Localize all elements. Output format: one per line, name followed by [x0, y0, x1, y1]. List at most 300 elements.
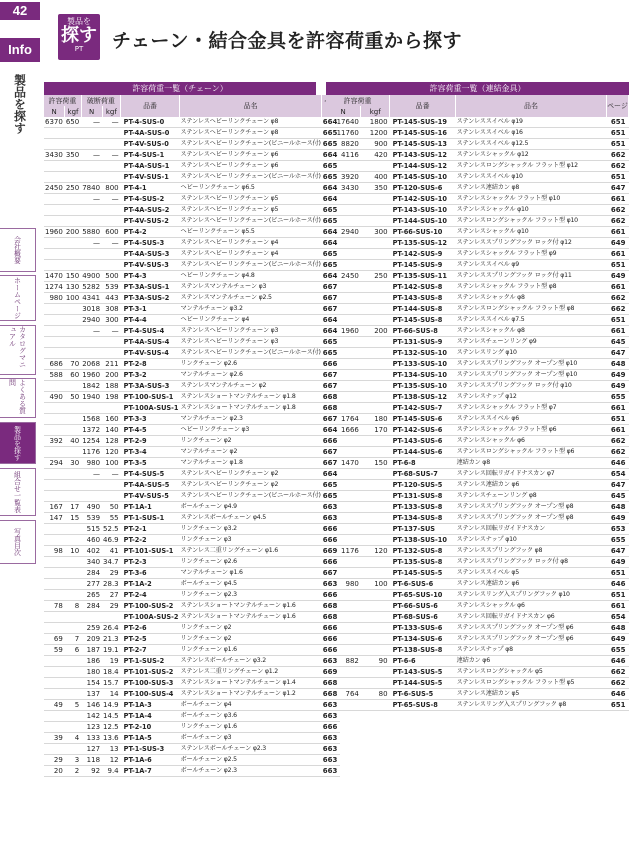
table-cell: ステンレスヘビーリンクチェーン(ビニールホース付) — [180, 139, 322, 150]
table-cell: 647 — [607, 480, 629, 491]
table-row — [44, 535, 340, 546]
table-cell[interactable]: PT-145-SUS-19 — [390, 117, 456, 128]
table-cell: ステンレスマンテルチェーン φ3 — [180, 282, 322, 293]
table-cell[interactable]: PT-133-SUS-6 — [390, 623, 456, 634]
table-cell[interactable]: PT-132-SUS-8 — [390, 546, 456, 557]
table-cell — [44, 469, 65, 480]
table-cell: ステンレスヘビーリンクチェーン φ6 — [180, 150, 322, 161]
table-cell — [326, 370, 361, 381]
table-cell[interactable]: PT-137-SUS — [390, 524, 456, 535]
table-cell: 1960 — [82, 371, 101, 379]
table-cell: 654 — [607, 469, 629, 480]
table-cell[interactable]: PT-66-SUS-10 — [390, 227, 456, 238]
table-cell: 連結カン φ8 — [456, 458, 607, 469]
table-row — [326, 139, 629, 150]
table-cell: 26.4 — [103, 624, 119, 632]
table-cell[interactable]: PT-2-10 — [121, 722, 180, 733]
table-row — [44, 359, 340, 370]
table-cell: ステンレススプリングフック ロック付 φ11 — [456, 271, 607, 282]
table-cell: 664 — [322, 183, 341, 194]
chain-load-table — [44, 82, 338, 777]
side-tab[interactable]: ホームページ — [0, 275, 36, 321]
table-cell: 140 — [102, 425, 121, 436]
table-cell: 14.9 — [103, 701, 119, 709]
table-cell: 1200 — [361, 128, 390, 139]
table-cell — [65, 337, 81, 348]
table-cell — [44, 557, 65, 568]
table-row — [44, 513, 340, 524]
table-cell[interactable]: PT-142-SUS-9 — [390, 249, 456, 260]
table-cell[interactable]: PT-66-SUS-6 — [390, 601, 456, 612]
table-cell: ヘビーリンクチェーン φ4.8 — [180, 271, 322, 282]
table-cell[interactable]: PT-134-SUS-6 — [390, 634, 456, 645]
table-cell[interactable]: PT-100-SUS-1 — [121, 392, 180, 403]
table-cell: 646 — [607, 689, 629, 700]
table-cell[interactable]: PT-3A-SUS-2 — [121, 293, 180, 304]
table-cell[interactable]: PT-100-SUS-3 — [121, 678, 180, 689]
table-cell — [326, 436, 361, 447]
table-cell: 29 — [102, 601, 121, 612]
table-cell[interactable]: PT-4-SUS-0 — [121, 117, 180, 128]
table-cell: 294 — [44, 458, 65, 469]
table-cell[interactable]: PT-132-SUS-10 — [390, 348, 456, 359]
table-cell — [361, 194, 390, 205]
table-cell — [65, 414, 81, 425]
table-cell: 665 — [322, 348, 341, 359]
table-cell[interactable]: PT-143-SUS-12 — [390, 150, 456, 161]
table-cell[interactable]: PT-142-SUS-8 — [390, 282, 456, 293]
table-cell: 78 — [44, 601, 65, 612]
table-cell: ステンレスチェーンリング φ8 — [456, 491, 607, 502]
table-cell[interactable]: PT-4-1 — [121, 183, 180, 194]
badge-line3: PT — [74, 45, 84, 53]
table-cell: 661 — [607, 249, 629, 260]
table-cell[interactable]: PT-138-SUS-8 — [390, 645, 456, 656]
table-cell[interactable]: PT-4-2 — [121, 227, 180, 238]
table-cell[interactable]: PT-2-1 — [121, 524, 180, 535]
table-row — [326, 392, 629, 403]
table-cell: — — [102, 194, 121, 205]
table-cell: 13 — [102, 744, 121, 755]
table-row — [326, 524, 629, 535]
table-cell: 98 — [44, 546, 65, 557]
table-cell: 651 — [607, 315, 629, 326]
table-row — [44, 546, 340, 557]
table-row — [44, 755, 340, 766]
table-cell: ステンレススイベル φ5 — [456, 568, 607, 579]
table-cell[interactable]: PT-143-SUS-8 — [390, 293, 456, 304]
table-row — [326, 414, 629, 425]
side-tab[interactable]: カタログマニュアル — [0, 325, 36, 375]
sub-n: N — [81, 106, 102, 117]
table-cell[interactable]: PT-100-SUS-4 — [121, 689, 180, 700]
table-cell: 651 — [607, 700, 629, 711]
table-cell — [326, 535, 361, 546]
table-cell[interactable]: PT-1A-1 — [121, 502, 180, 513]
table-cell[interactable]: PT-4-SUS-4 — [121, 326, 180, 337]
table-cell — [44, 590, 65, 601]
table-cell[interactable]: PT-3-3 — [121, 414, 180, 425]
table-cell[interactable]: PT-142-SUS-7 — [390, 403, 456, 414]
table-cell: 3430 — [45, 151, 63, 159]
table-cell[interactable]: PT-4-SUS-5 — [121, 469, 180, 480]
table-cell[interactable]: PT-4-SUS-1 — [121, 150, 180, 161]
table-row — [44, 392, 340, 403]
table-cell: 187 — [81, 645, 102, 656]
table-cell: 2450 — [326, 271, 361, 282]
table-cell: ステンレス回転リガイドナスカン — [456, 524, 607, 535]
table-cell: 664 — [322, 117, 341, 128]
table-cell: 2068 — [82, 360, 101, 368]
table-cell — [102, 128, 121, 139]
table-cell: 9.4 — [102, 766, 121, 777]
table-cell: ボールチェーン φ4.5 — [180, 579, 322, 590]
table-cell[interactable]: PT-65-SUS-10 — [390, 590, 456, 601]
table-cell: 69 — [44, 634, 65, 645]
table-cell[interactable]: PT-135-SUS-10 — [390, 381, 456, 392]
table-row — [44, 403, 340, 414]
table-cell[interactable]: PT-4-SUS-2 — [121, 194, 180, 205]
table-cell: 661 — [607, 425, 629, 436]
table-cell[interactable]: PT-1A-6 — [121, 755, 180, 766]
table-cell[interactable]: PT-4A-SUS-3 — [121, 249, 180, 260]
table-cell[interactable]: PT-143-SUS-6 — [390, 436, 456, 447]
badge-line2: 探す — [61, 25, 97, 46]
table-cell: 12.5 — [103, 723, 119, 731]
table-cell: ステンレスロングシャックル φ5 — [456, 667, 607, 678]
table-cell[interactable]: PT-138-SUS-10 — [390, 535, 456, 546]
table-cell — [326, 645, 361, 656]
table-cell: リンクチェーン φ2.3 — [180, 590, 322, 601]
table-row — [44, 623, 340, 634]
table-cell[interactable]: PT-3-6 — [121, 568, 180, 579]
col-product-name: 品名 — [180, 95, 322, 117]
table-cell[interactable]: PT-142-SUS-6 — [390, 425, 456, 436]
table-cell[interactable]: PT-2-8 — [121, 359, 180, 370]
table-cell[interactable]: PT-100A-SUS-2 — [121, 612, 180, 623]
table-cell: 649 — [607, 557, 629, 568]
table-cell: 649 — [607, 381, 629, 392]
side-tab[interactable]: よくある質問 — [0, 378, 36, 418]
table-cell: 150 — [361, 458, 390, 469]
table-cell: リンクチェーン φ2 — [180, 634, 322, 645]
table-cell: 1254 — [82, 437, 101, 445]
table-cell — [65, 128, 81, 139]
table-cell[interactable]: PT-2-3 — [121, 557, 180, 568]
table-cell[interactable]: PT-1-SUS-2 — [121, 656, 180, 667]
table-cell: 661 — [607, 601, 629, 612]
table-cell[interactable]: PT-135-SUS-8 — [390, 557, 456, 568]
table-cell[interactable]: PT-144-SUS-5 — [390, 678, 456, 689]
table-cell[interactable]: PT-6-SUS-6 — [390, 579, 456, 590]
table-cell: 29 — [102, 568, 121, 579]
table-cell[interactable]: PT-145-SUS-8 — [390, 315, 456, 326]
table-cell: ステンレスシャックル フラット型 φ6 — [456, 425, 607, 436]
table-cell[interactable]: PT-145-SUS-5 — [390, 568, 456, 579]
table-cell: ステンレススプリングフック オープン型 φ8 — [456, 513, 607, 524]
table-cell — [102, 348, 121, 359]
table-cell[interactable]: PT-4V-SUS-3 — [121, 260, 180, 271]
col-page: ページ — [607, 95, 629, 117]
table-cell[interactable]: PT-4A-SUS-2 — [121, 205, 180, 216]
table-cell: 661 — [607, 403, 629, 414]
table-cell — [361, 381, 390, 392]
table-cell[interactable]: PT-2-6 — [121, 623, 180, 634]
table-cell: 662 — [607, 447, 629, 458]
table-cell: ステンレスロングシャックル フラット型 φ6 — [456, 447, 607, 458]
table-cell[interactable]: PT-4A-SUS-5 — [121, 480, 180, 491]
table-cell[interactable]: PT-3-5 — [121, 458, 180, 469]
table-cell: ステンレスシャックル φ10 — [456, 205, 607, 216]
table-cell[interactable]: PT-4V-SUS-5 — [121, 491, 180, 502]
table-cell[interactable]: PT-1-SUS-1 — [121, 513, 180, 524]
table-cell — [361, 392, 390, 403]
table-row — [44, 183, 340, 194]
table-cell: 200 — [102, 370, 121, 381]
table-cell: ステンレスヘビーリンクチェーン φ4 — [180, 238, 322, 249]
table-cell: 50 — [65, 392, 81, 403]
table-row — [44, 238, 340, 249]
table-cell — [361, 502, 390, 513]
table-cell — [361, 205, 390, 216]
table-cell — [102, 161, 121, 172]
table-cell[interactable]: PT-134-SUS-8 — [390, 513, 456, 524]
table-cell: 653 — [607, 524, 629, 535]
table-cell[interactable]: PT-6-8 — [390, 458, 456, 469]
table-cell: 663 — [322, 656, 341, 667]
table-row — [326, 282, 629, 293]
table-cell: ステンレスショートマンテルチェーン φ1.8 — [180, 392, 322, 403]
table-cell: 655 — [607, 645, 629, 656]
table-cell[interactable]: PT-2-5 — [121, 634, 180, 645]
table-cell[interactable]: PT-131-SUS-8 — [390, 491, 456, 502]
table-cell[interactable]: PT-6-6 — [390, 656, 456, 667]
table-cell[interactable]: PT-2-7 — [121, 645, 180, 656]
table-cell[interactable]: PT-1A-5 — [121, 733, 180, 744]
table-cell[interactable]: PT-66-SUS-8 — [390, 326, 456, 337]
table-cell — [81, 612, 102, 623]
table-row — [326, 370, 629, 381]
table-cell[interactable]: PT-68-SUS-7 — [390, 469, 456, 480]
table-cell[interactable]: PT-2-9 — [121, 436, 180, 447]
table-cell[interactable]: PT-1A-2 — [121, 579, 180, 590]
table-cell[interactable]: PT-4A-SUS-0 — [121, 128, 180, 139]
table-cell: 663 — [322, 711, 341, 722]
table-row — [326, 436, 629, 447]
side-tab[interactable]: 会社概要 — [0, 228, 36, 272]
table-cell: リンクチェーン φ2.6 — [180, 557, 322, 568]
table-cell: 170 — [361, 425, 390, 436]
table-cell: — — [102, 469, 121, 480]
table-row — [44, 700, 340, 711]
table-row — [44, 469, 340, 480]
side-tab[interactable]: 組合せ一覧表 — [0, 468, 36, 516]
table-cell: 92 — [81, 766, 102, 777]
table-cell — [102, 205, 121, 216]
table-cell[interactable]: PT-142-SUS-10 — [390, 194, 456, 205]
table-cell[interactable]: PT-4V-SUS-0 — [121, 139, 180, 150]
table-cell — [326, 260, 361, 271]
table-cell: ステンレスシャックル フラット型 φ9 — [456, 249, 607, 260]
table-cell[interactable]: PT-144-SUS-6 — [390, 447, 456, 458]
table-cell: 1666 — [326, 425, 361, 436]
table-row — [44, 304, 340, 315]
table-cell: 663 — [322, 579, 341, 590]
table-row — [326, 502, 629, 513]
table-cell[interactable]: PT-4V-SUS-2 — [121, 216, 180, 227]
table-cell — [44, 678, 65, 689]
table-row — [326, 513, 629, 524]
table-cell[interactable]: PT-100A-SUS-1 — [121, 403, 180, 414]
table-cell — [81, 403, 102, 414]
table-cell[interactable]: PT-101-SUS-1 — [121, 546, 180, 557]
table-cell: ステンレス連結カン φ6 — [456, 579, 607, 590]
table-cell: 667 — [322, 370, 341, 381]
table-cell[interactable]: PT-4-3 — [121, 271, 180, 282]
table-row — [326, 238, 629, 249]
table-cell[interactable]: PT-3-2 — [121, 370, 180, 381]
table-cell[interactable]: PT-131-SUS-9 — [390, 337, 456, 348]
table-cell — [44, 425, 65, 436]
table-cell[interactable]: PT-4V-SUS-1 — [121, 172, 180, 183]
info-tab[interactable]: Info — [0, 38, 40, 62]
table-cell: 34.7 — [103, 558, 119, 566]
table-row — [44, 678, 340, 689]
table-cell — [361, 304, 390, 315]
table-cell: ステンレスヘビーリンクチェーン φ2 — [180, 469, 322, 480]
table-cell: 284 — [81, 568, 102, 579]
table-cell — [44, 403, 65, 414]
table-cell: 4 — [65, 733, 81, 744]
table-cell[interactable]: PT-145-SUS-9 — [390, 260, 456, 271]
table-cell[interactable]: PT-145-SUS-10 — [390, 172, 456, 183]
table-cell[interactable]: PT-4-SUS-3 — [121, 238, 180, 249]
table-cell: 1960 — [326, 326, 361, 337]
table-row — [326, 348, 629, 359]
table-cell[interactable]: PT-145-SUS-6 — [390, 414, 456, 425]
table-cell[interactable]: PT-65-SUS-8 — [390, 700, 456, 711]
table-cell[interactable]: PT-2-4 — [121, 590, 180, 601]
table-cell — [81, 172, 102, 183]
table-cell: 647 — [607, 183, 629, 194]
table-row — [326, 172, 629, 183]
table-cell: 665 — [322, 491, 341, 502]
table-cell: 663 — [322, 766, 341, 777]
table-cell: 665 — [322, 337, 341, 348]
table-cell — [44, 722, 65, 733]
table-cell[interactable]: PT-1A-3 — [121, 700, 180, 711]
sub-kgf: kgf — [102, 106, 121, 117]
table-cell[interactable]: PT-144-SUS-10 — [390, 216, 456, 227]
table-row — [44, 711, 340, 722]
table-cell — [361, 491, 390, 502]
table-row — [326, 612, 629, 623]
table-cell: 11760 — [326, 128, 361, 139]
table-cell: — — [81, 150, 102, 161]
table-cell — [81, 480, 102, 491]
table-cell[interactable]: PT-133-SUS-10 — [390, 359, 456, 370]
table-cell[interactable]: PT-144-SUS-8 — [390, 304, 456, 315]
table-cell[interactable]: PT-120-SUS-6 — [390, 183, 456, 194]
table-cell — [326, 568, 361, 579]
section-badge — [58, 14, 100, 60]
table-cell[interactable]: PT-135-SUS-11 — [390, 271, 456, 282]
table-row — [326, 601, 629, 612]
table-cell: 651 — [607, 568, 629, 579]
table-cell[interactable]: PT-138-SUS-12 — [390, 392, 456, 403]
table-cell[interactable]: PT-134-SUS-10 — [390, 370, 456, 381]
table-cell: 668 — [322, 612, 341, 623]
page-title: チェーン・結合金具を許容荷重から探す — [112, 30, 463, 52]
table-cell: 650 — [65, 118, 80, 126]
table-cell: 284 — [81, 601, 102, 612]
table-cell: 1960 — [45, 228, 63, 236]
table-cell[interactable]: PT-4-5 — [121, 425, 180, 436]
table-cell: 651 — [607, 172, 629, 183]
table-cell[interactable]: PT-68-SUS-6 — [390, 612, 456, 623]
table-cell — [326, 557, 361, 568]
table-cell[interactable]: PT-4A-SUS-1 — [121, 161, 180, 172]
table-cell: リンクチェーン φ1.6 — [180, 645, 322, 656]
table-cell[interactable]: PT-145-SUS-16 — [390, 128, 456, 139]
table-cell[interactable]: PT-4A-SUS-4 — [121, 337, 180, 348]
table-cell[interactable]: PT-100-SUS-2 — [121, 601, 180, 612]
table-cell: ステンレススプリングフック ロック付 φ10 — [456, 381, 607, 392]
table-cell: 52.5 — [103, 525, 119, 533]
table-cell[interactable]: PT-143-SUS-5 — [390, 667, 456, 678]
table-row — [326, 656, 629, 667]
table-cell[interactable]: PT-143-SUS-10 — [390, 205, 456, 216]
table-cell[interactable]: PT-135-SUS-12 — [390, 238, 456, 249]
chain-table-caption: 許容荷重一覧（チェーン） — [44, 82, 316, 95]
side-tab[interactable]: 製品を探す — [0, 422, 36, 464]
table-cell[interactable]: PT-3-4 — [121, 447, 180, 458]
table-cell[interactable]: PT-3A-SUS-1 — [121, 282, 180, 293]
table-cell: 13.6 — [103, 734, 119, 742]
table-cell[interactable]: PT-3A-SUS-3 — [121, 381, 180, 392]
table-cell[interactable]: PT-1A-7 — [121, 766, 180, 777]
table-cell[interactable]: PT-101-SUS-2 — [121, 667, 180, 678]
table-cell[interactable]: PT-120-SUS-5 — [390, 480, 456, 491]
table-cell — [361, 645, 390, 656]
table-cell: 654 — [607, 612, 629, 623]
table-cell[interactable]: PT-1A-4 — [121, 711, 180, 722]
table-cell: 649 — [607, 370, 629, 381]
table-cell — [102, 403, 121, 414]
table-cell: 649 — [607, 513, 629, 524]
table-cell[interactable]: PT-6-SUS-5 — [390, 689, 456, 700]
table-cell[interactable]: PT-3-1 — [121, 304, 180, 315]
table-cell: 663 — [322, 700, 341, 711]
table-cell: 142 — [81, 711, 102, 722]
table-cell[interactable]: PT-4-4 — [121, 315, 180, 326]
table-cell[interactable]: PT-133-SUS-8 — [390, 502, 456, 513]
table-cell: 100 — [65, 294, 80, 302]
table-cell: ステンレスシャックル φ6 — [456, 436, 607, 447]
side-tab[interactable]: 写真目次 — [0, 520, 36, 564]
table-cell[interactable]: PT-4V-SUS-4 — [121, 348, 180, 359]
table-cell[interactable]: PT-144-SUS-12 — [390, 161, 456, 172]
table-cell[interactable]: PT-1-SUS-3 — [121, 744, 180, 755]
table-cell — [65, 161, 81, 172]
table-row — [326, 381, 629, 392]
table-row — [326, 304, 629, 315]
table-cell[interactable]: PT-145-SUS-13 — [390, 139, 456, 150]
table-cell[interactable]: PT-2-2 — [121, 535, 180, 546]
table-cell: 539 — [102, 282, 121, 293]
col-part-number: 品番 — [121, 95, 180, 117]
table-cell: 665 — [322, 172, 341, 183]
